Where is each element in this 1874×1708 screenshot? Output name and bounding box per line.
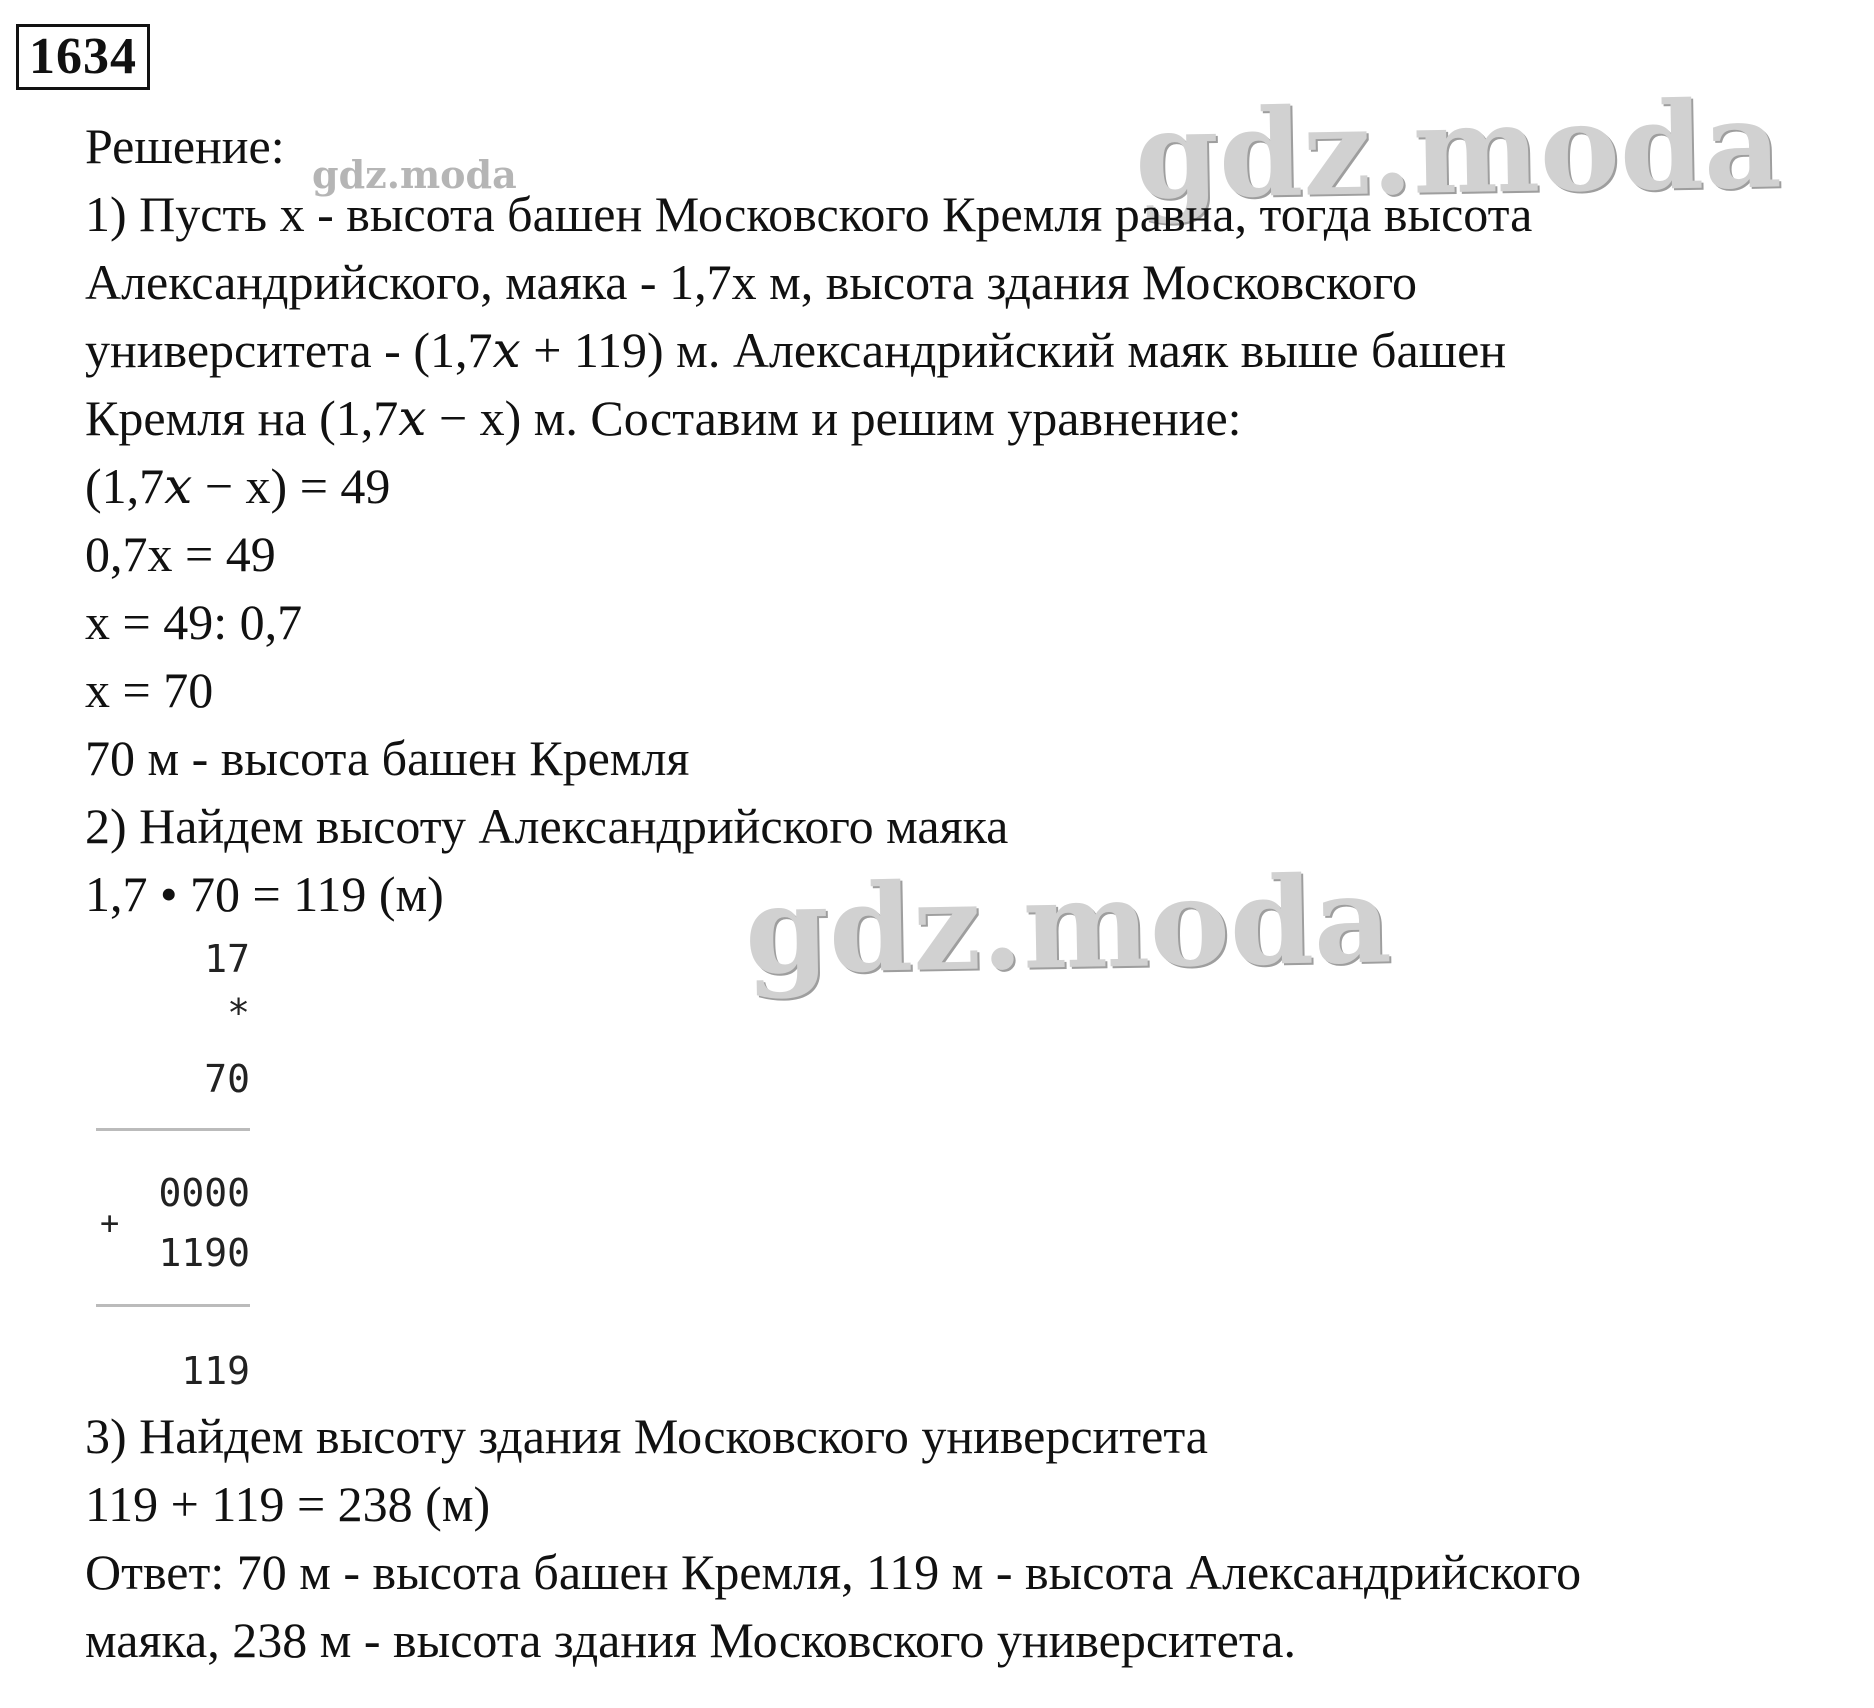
- equation-line-3: х = 49: 0,7: [85, 594, 303, 650]
- step-2-heading: 2) Найдем высоту Александрийского маяка: [85, 798, 1009, 854]
- result-line-1: 70 м - высота башен Кремля: [85, 730, 690, 786]
- text-line-4: [85, 388, 1242, 448]
- text-line-1: 1) Пусть х - высота башен Московского Кремля равна, тогда высота: [85, 186, 1533, 242]
- text-line-3-part-a: университета - (1,7: [85, 322, 493, 378]
- watermark-top: gdz.moda: [1133, 74, 1783, 227]
- column-operator: *: [227, 991, 250, 1035]
- text-line-4-part-a: Кремля на (1,7: [85, 390, 399, 446]
- watermark-small: gdz.moda: [312, 152, 517, 197]
- text-line-4-part-b: − х) м. Составим и решим уравнение:: [426, 390, 1242, 446]
- column-partial-1: 0000: [158, 1171, 250, 1215]
- text-line-3: [85, 320, 1506, 380]
- step-2-calc: 1,7 • 70 = 119 (м): [85, 866, 444, 922]
- column-rule-2: [96, 1304, 250, 1307]
- equation-line-4: х = 70: [85, 662, 214, 718]
- solution-heading: Решение:: [85, 118, 285, 174]
- math-variable-x: x: [164, 457, 193, 515]
- step-3-heading: 3) Найдем высоту здания Московского университета: [85, 1408, 1208, 1464]
- task-number: 1634: [16, 24, 150, 90]
- answer-line-1: Ответ: 70 м - высота башен Кремля, 119 м - высота Александрийского: [85, 1544, 1582, 1600]
- column-factor-1: 17: [204, 937, 250, 981]
- watermark-middle: gdz.moda: [743, 849, 1393, 1002]
- equation-line-2: 0,7х = 49: [85, 526, 276, 582]
- column-rule-1: [96, 1128, 250, 1131]
- equation-line-1-part-b: − х) = 49: [192, 458, 391, 514]
- column-plus-sign: +: [100, 1204, 120, 1242]
- math-variable-x: x: [492, 321, 521, 379]
- equation-line-1-part-a: (1,7: [85, 458, 165, 514]
- math-variable-x: x: [398, 389, 427, 447]
- equation-line-1: [85, 456, 390, 516]
- text-line-2: Александрийского, маяка - 1,7х м, высота здания Московского: [85, 254, 1418, 310]
- answer-line-2: маяка, 238 м - высота здания Московского университета.: [85, 1612, 1296, 1668]
- text-line-3-part-b: + 119) м. Александрийский маяк выше башен: [520, 322, 1507, 378]
- step-3-calc: 119 + 119 = 238 (м): [85, 1476, 491, 1532]
- column-result: 119: [181, 1349, 250, 1393]
- column-factor-2: 70: [204, 1057, 250, 1101]
- column-partial-2: 1190: [158, 1231, 250, 1275]
